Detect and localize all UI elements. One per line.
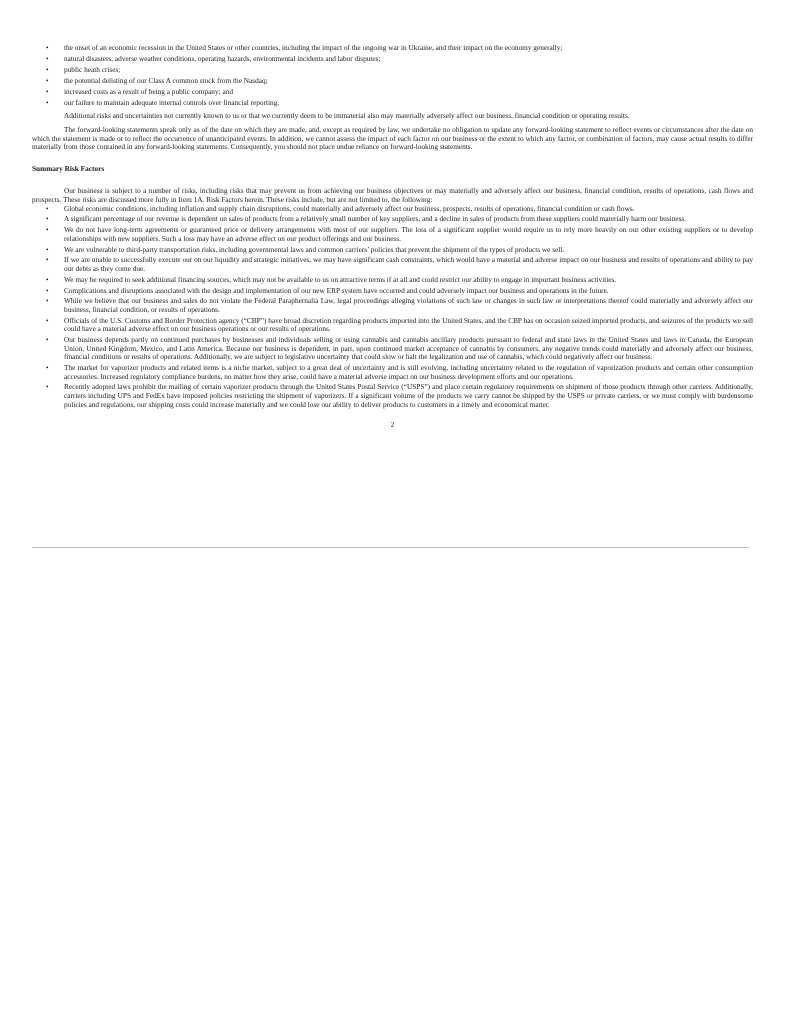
page-number: 2 [390,420,395,430]
list-item-text: While we believe that our business and sales do not violate the Federal Paraphernalia Law, legal proceedings alleging violations of such law or changes in such law or interpretations thereof could materially and adversely affect our business, financial condition, or results of operations. [64,296,753,314]
list-item [32,287,753,296]
forward-looking-factor-list [32,44,753,108]
list-item [32,66,753,75]
bullet-icon: • [46,75,49,85]
forward-looking-paragraph: The forward-looking statements speak only as of the date on which they are made, and, except as required by law, we undertake no obligation to update any forward-looking statement to reflect events or circumstances after the date on which the statement is made or to reflect the occurrence of unanticipated events. In addition, we cannot assess the impact of each factor on our business or the extent to which any factor, or combination of factors, may cause actual results to differ materially from those contained in any forward-looking statements. Consequently, you should not place undue reliance on forward-looking statements. [32,125,753,152]
list-item-text: Our business depends partly on continued purchases by businesses and individuals selling or using cannabis and cannabis ancillary products pursuant to federal and state laws in the United States and laws in Canada, the European Union, United Kingdom, Mexico, and Latin America. Because our business is dependent, in part, upon continued market acceptance of cannabis by consumers, any negative trends could materially and adversely affect our business, financial conditions or results of operations. Additionally, we are subject to legislative uncertainty that could slow or halt the legalization and use of cannabis, which could negatively affect our business. [64,335,753,362]
bullet-icon: • [46,214,49,224]
bullet-icon: • [46,382,49,392]
bullet-icon: • [46,244,49,254]
list-item-text: We may be required to seek additional financing sources, which may not be available to us on attractive terms if at all and could restrict our ability to engage in important business activities. [64,274,617,284]
list-item-text: the onset of an economic recession in the United States or other countries, including the impact of the ongoing war in Ukraine, and their impact on the economy generally; [64,43,563,52]
document-page [32,44,753,430]
list-item-text: Global economic conditions, including inflation and supply chain disruptions, could materially and adversely affect our business, prospects, results of operations, financial condition or cash flows. [64,203,635,213]
bullet-icon: • [46,274,49,284]
list-item-text: natural disasters, adverse weather conditions, operating hazards, environmental incidents and labor disputes; [64,53,381,63]
list-item-text: increased costs as a result of being a public company; and [64,86,233,96]
list-item [32,215,753,224]
list-item-text: Recently adopted laws prohibit the mailing of certain vaporizer products through the United States Postal Service (“USPS”) and place certain regulatory requirements on shipment of those products through other carriers. Additionally, carriers including UPS and FedEx have imposed policies restricting the shipment of vaporizers. If a significant volume of the products we carry cannot be shipped by the USPS or private carriers, or we must comply with burdensome policies and regulations, our shipping costs could increase materially and we could lose our ability to deliver products to customers in a timely and economical matter. [64,382,753,409]
list-item-text: The market for vaporizer products and related items is a niche market, subject to a great deal of uncertainty and is still evolving, including uncertainty related to the regulation of vaporization products and certain other consumption accessories. Increased regulatory compliance burdens, no matter how they arise, could have a material adverse impact on our business development efforts and our operations. [64,363,753,381]
list-item-text: A significant percentage of our revenue is dependent on sales of products from a relatively small number of key suppliers, and a decline in sales of products from these suppliers could materially harm our business. [64,214,687,224]
list-item [32,55,753,64]
list-item-text: Officials of the U.S. Customs and Border Protection agency (“CBP”) have broad discretion regarding products imported into the United States, and the CBP has on occasion seized imported products, and seizures of the products we sell could have a material adverse effect on our business operations or our results of operations. [64,315,753,334]
list-item-text: We are vulnerable to third-party transportation risks, including governmental laws and common carriers’ policies that prevent the shipment of the types of products we sell. [64,244,565,254]
bullet-icon: • [46,315,49,325]
list-item [32,226,753,243]
list-item-text: public heath crises; [64,64,121,74]
list-item-text: We do not have long-term agreements or guaranteed price or delivery arrangements with most of our suppliers. The loss of a significant supplier would require us to rely more heavily on our other existing suppliers or to develop relationships with new suppliers. Such a loss may have an adverse effect on our product offerings and our business. [64,225,753,243]
bullet-icon: • [46,203,49,213]
bullet-icon: • [46,285,49,295]
bullet-icon: • [46,225,49,235]
list-item-text: our failure to maintain adequate internal controls over financial reporting. [64,97,280,107]
bullet-icon: • [46,255,49,265]
list-item [32,246,753,255]
summary-intro-paragraph: Our business is subject to a number of risks, including risks that may prevent us from achieving our business objectives or may materially and adversely affect our business, financial condition, results of operations, cash flows and prospects. These risks are discussed more fully in Item 1A. Risk Factors herein. These risks include, but are not limited to, the following: [32,186,753,205]
list-item [32,297,753,314]
list-item [32,383,753,409]
list-item-text: the potential delisting of our Class A common stock from the Nasdaq; [64,75,268,85]
bullet-icon: • [46,335,49,345]
additional-risks-paragraph: Additional risks and uncertainties not currently known to us or that we currently deem to be immaterial also may materially adversely affect our business, financial condition or operating results. [64,110,630,120]
section-heading: Summary Risk Factors [32,163,105,173]
list-item-text: Complications and disruptions associated with the design and implementation of our new ERP system have occurred and could adversely impact our business and operations in the future. [64,285,609,295]
list-item [32,77,753,86]
list-item [32,256,753,273]
bullet-icon: • [46,97,49,107]
list-item [32,88,753,97]
list-item [32,99,753,108]
summary-risk-list [32,205,753,410]
bullet-icon: • [46,53,49,63]
list-item [32,205,753,214]
bullet-icon: • [46,363,49,373]
bullet-icon: • [46,64,49,74]
list-item [32,364,753,381]
bullet-icon: • [46,296,49,306]
bullet-icon: • [46,43,49,52]
list-item [32,44,753,53]
bullet-icon: • [46,86,49,96]
list-item [32,276,753,285]
list-item [32,336,753,362]
list-item [32,317,753,334]
page-divider [32,547,749,548]
list-item-text: If we are unable to successfully execute our on our liquidity and strategic initiatives, we may have significant cash constraints, which would have a material and adverse impact on our business and results of operations and ability to pay our debts as they come due. [64,255,753,273]
